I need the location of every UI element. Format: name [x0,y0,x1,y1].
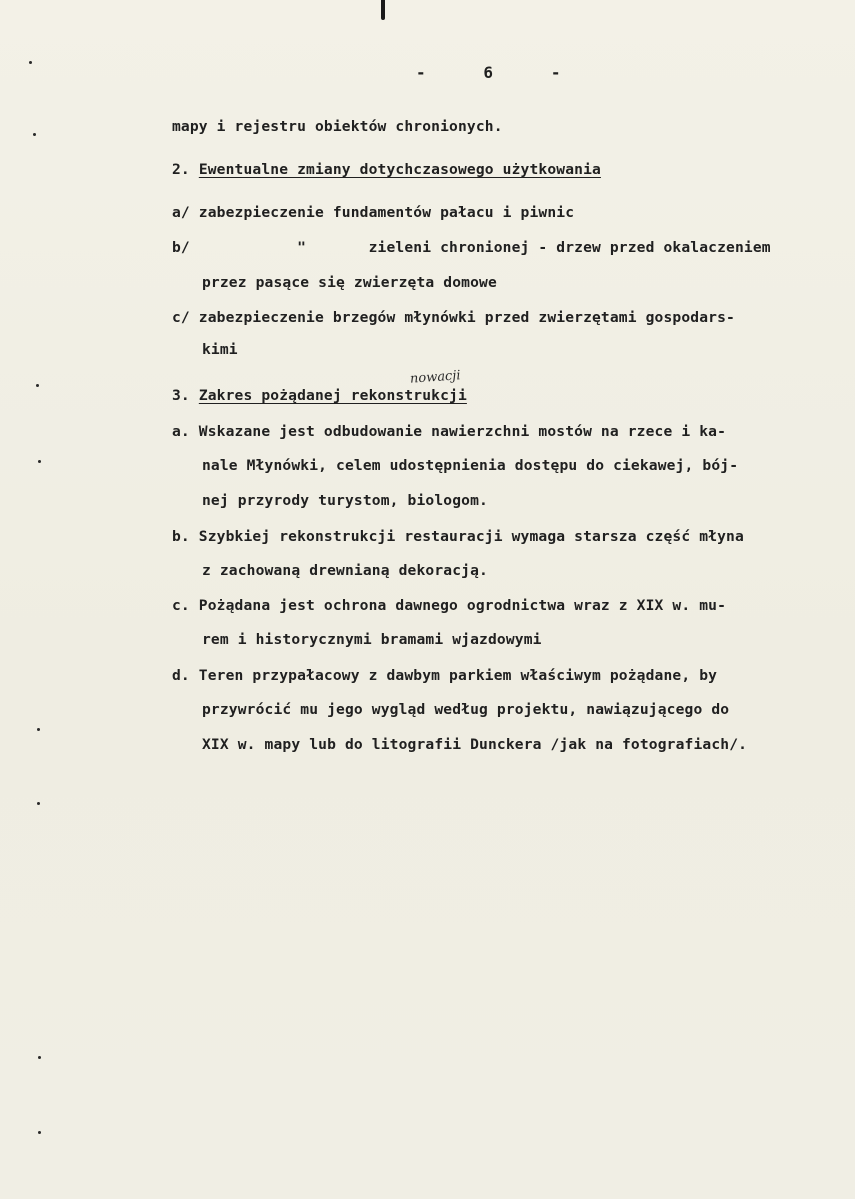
section-title: Zakres pożądanej rekonstrukcji [198,387,467,404]
text-line: a/ zabezpieczenie fundamentów pałacu i piwnic [172,204,575,221]
punch-dot [29,61,32,64]
text-line: b. Szybkiej rekonstrukcji restauracji wymaga starsza część młyna [172,528,744,545]
punch-dot [37,802,40,805]
text-line: rem i historycznymi bramami wjazdowymi [202,631,542,648]
section-heading [172,161,601,179]
text-line: mapy i rejestru obiektów chronionych. [172,118,503,135]
text-line: d. Teren przypałacowy z dawbym parkiem właściwym pożądane, by [172,667,718,684]
text-line: nale Młynówki, celem udostępnienia dostępu do ciekawej, bój- [202,457,739,474]
page-number: - 6 - [416,63,561,82]
text-line: nej przyrody turystom, biologom. [202,492,488,509]
section-number: 3. [172,387,199,404]
text-line: przywrócić mu jego wygląd według projektu, nawiązującego do [202,701,730,718]
punch-dot [37,728,40,731]
text-line: XIX w. mapy lub do litografii Dunckera /jak na fotografiach/. [202,736,748,753]
section-number: 2. [172,161,199,178]
binding-mark [381,0,385,20]
punch-dot [38,1131,41,1134]
punch-dot [38,1056,41,1059]
text-line: z zachowaną drewnianą dekoracją. [202,562,488,579]
punch-dot [33,133,36,136]
text-line: b/ " zieleni chronionej - drzew przed okalaczeniem [172,239,771,256]
punch-dot [36,384,39,387]
text-line: kimi [202,341,238,358]
text-line: c. Pożądana jest ochrona dawnego ogrodnictwa wraz z XIX w. mu- [172,597,727,614]
text-line: a. Wskazane jest odbudowanie nawierzchni mostów na rzece i ka- [172,423,727,440]
handwritten-correction: nowacji [409,368,462,387]
text-line: przez pasące się zwierzęta domowe [202,274,497,291]
punch-dot [38,460,41,463]
section-title: Ewentualne zmiany dotychczasowego użytkowania [198,161,601,178]
section-heading [172,387,467,405]
text-line: c/ zabezpieczenie brzegów młynówki przed zwierzętami gospodars- [172,309,735,326]
